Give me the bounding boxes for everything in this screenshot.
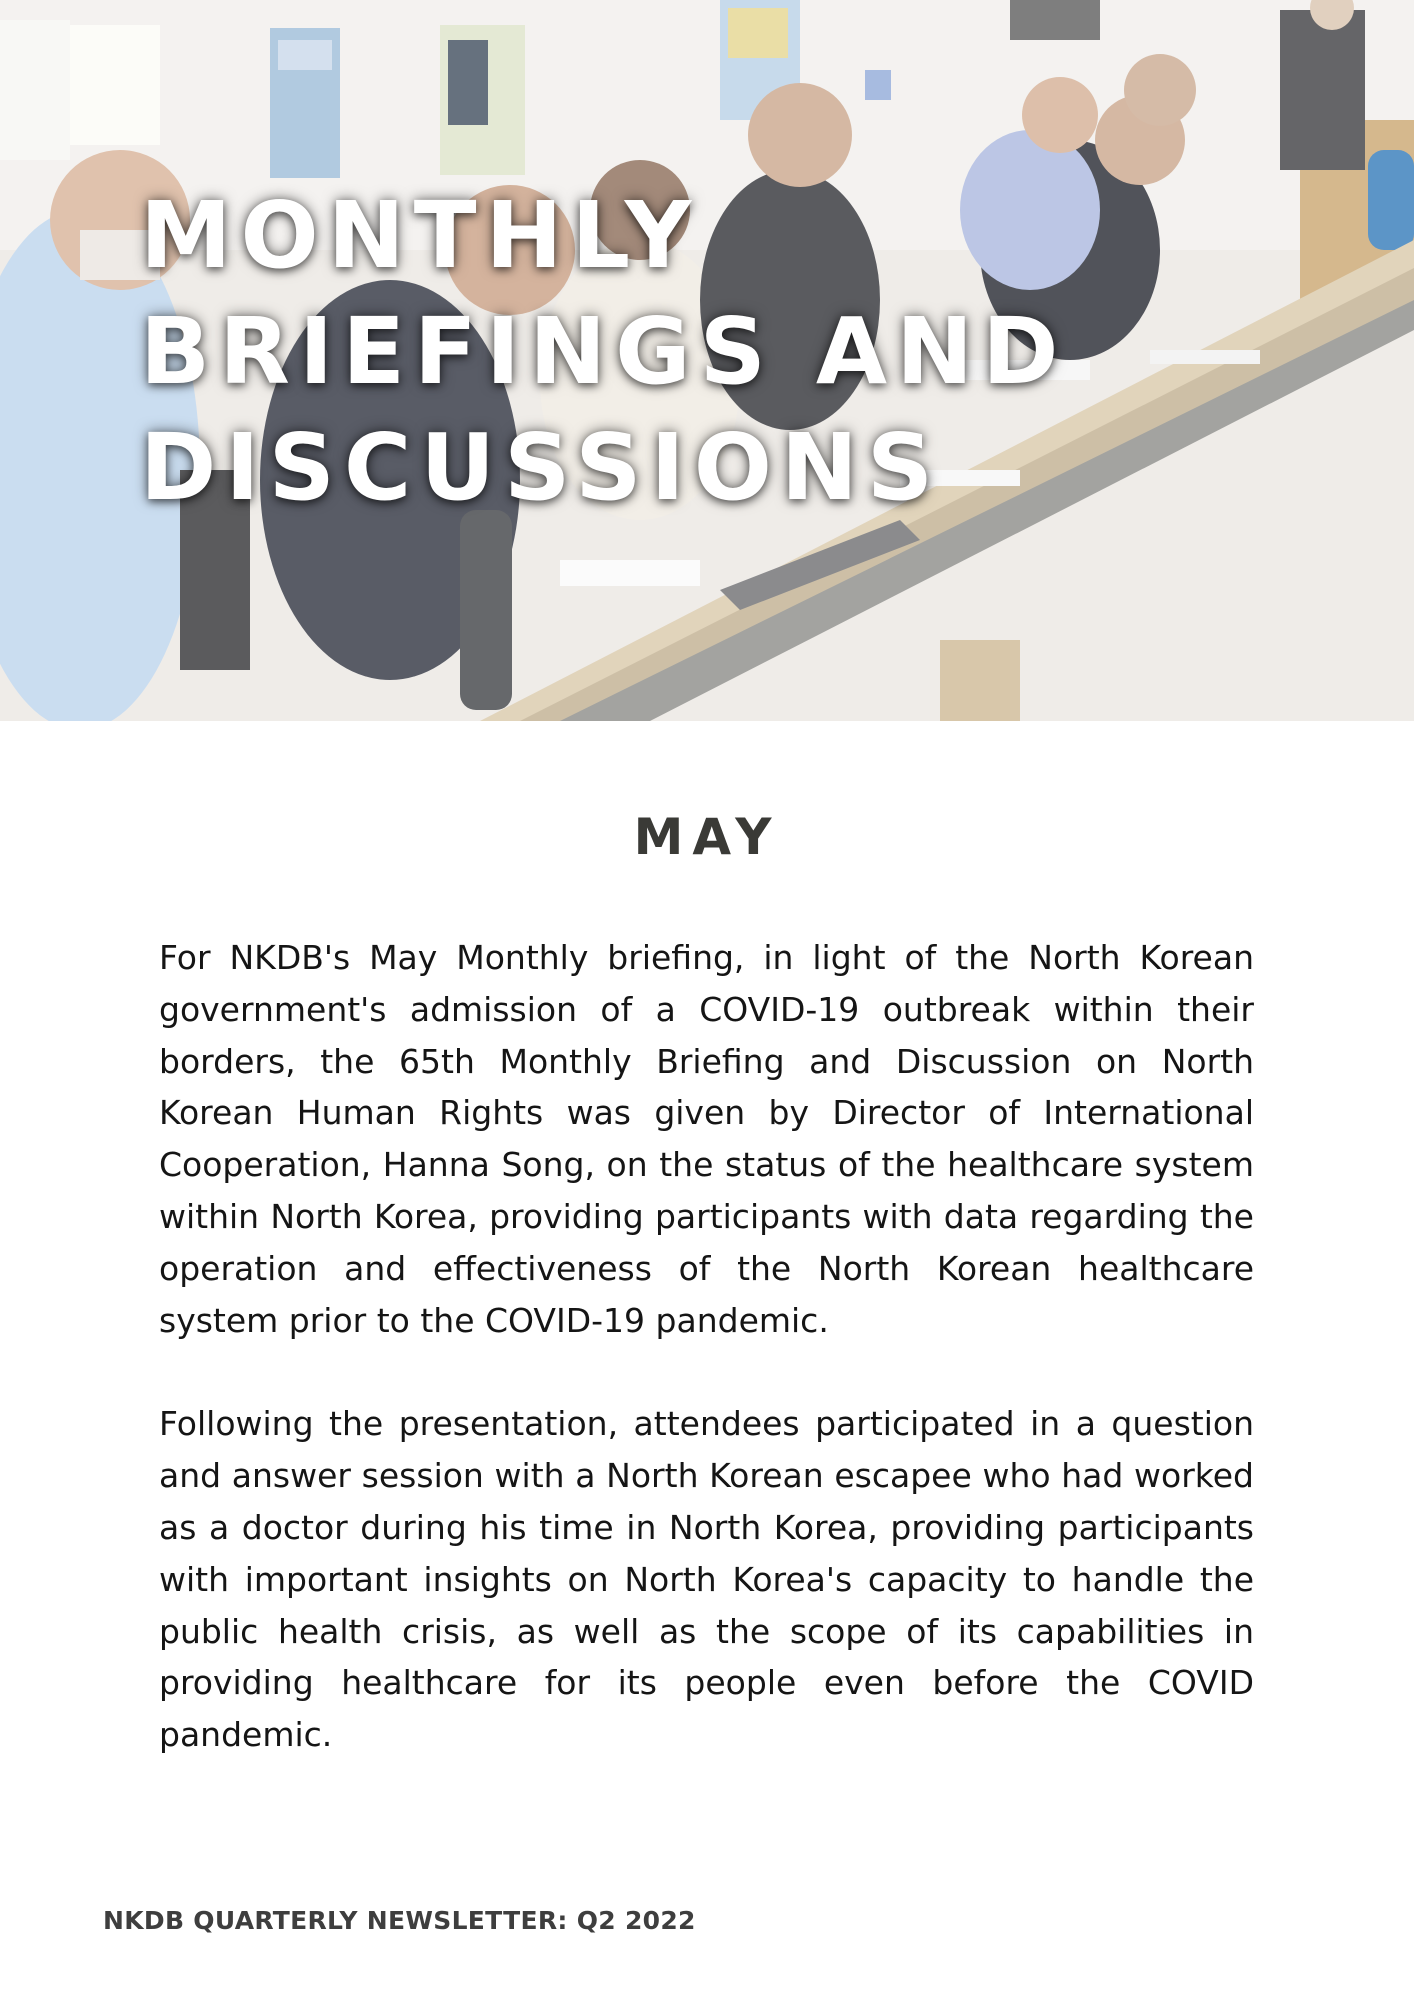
hero-banner — [0, 0, 1414, 721]
article-body — [159, 932, 1254, 1761]
title-line: DISCUSSIONS — [140, 414, 943, 521]
paragraph: Following the presentation, attendees participated in a question and answer session with a North Korean escapee who had worked as a doctor during his time in North Korea, providing participants with important insights on North Korea's capacity to handle the public health crisis, as well as the scope of its capabilities in providing healthcare for its people even before the COVID pandemic. — [159, 1404, 1254, 1755]
title-line: BRIEFINGS AND — [140, 298, 1068, 405]
paragraph: For NKDB's May Monthly briefing, in light of the North Korean government's admission of a COVID-19 outbreak within their borders, the 65th Monthly Briefing and Discussion on North Korean Human Rights was given by Director of International Cooperation, Hanna Song, on the status of the healthcare system within North Korea, providing participants with data regarding the operation and effectiveness of the North Korean healthcare system prior to the COVID-19 pandemic. — [159, 938, 1254, 1340]
page-title — [140, 178, 1140, 526]
newsletter-footer: NKDB QUARTERLY NEWSLETTER: Q2 2022 — [103, 1906, 696, 1935]
title-line: MONTHLY — [140, 182, 701, 289]
section-heading-month: MAY — [633, 808, 781, 866]
